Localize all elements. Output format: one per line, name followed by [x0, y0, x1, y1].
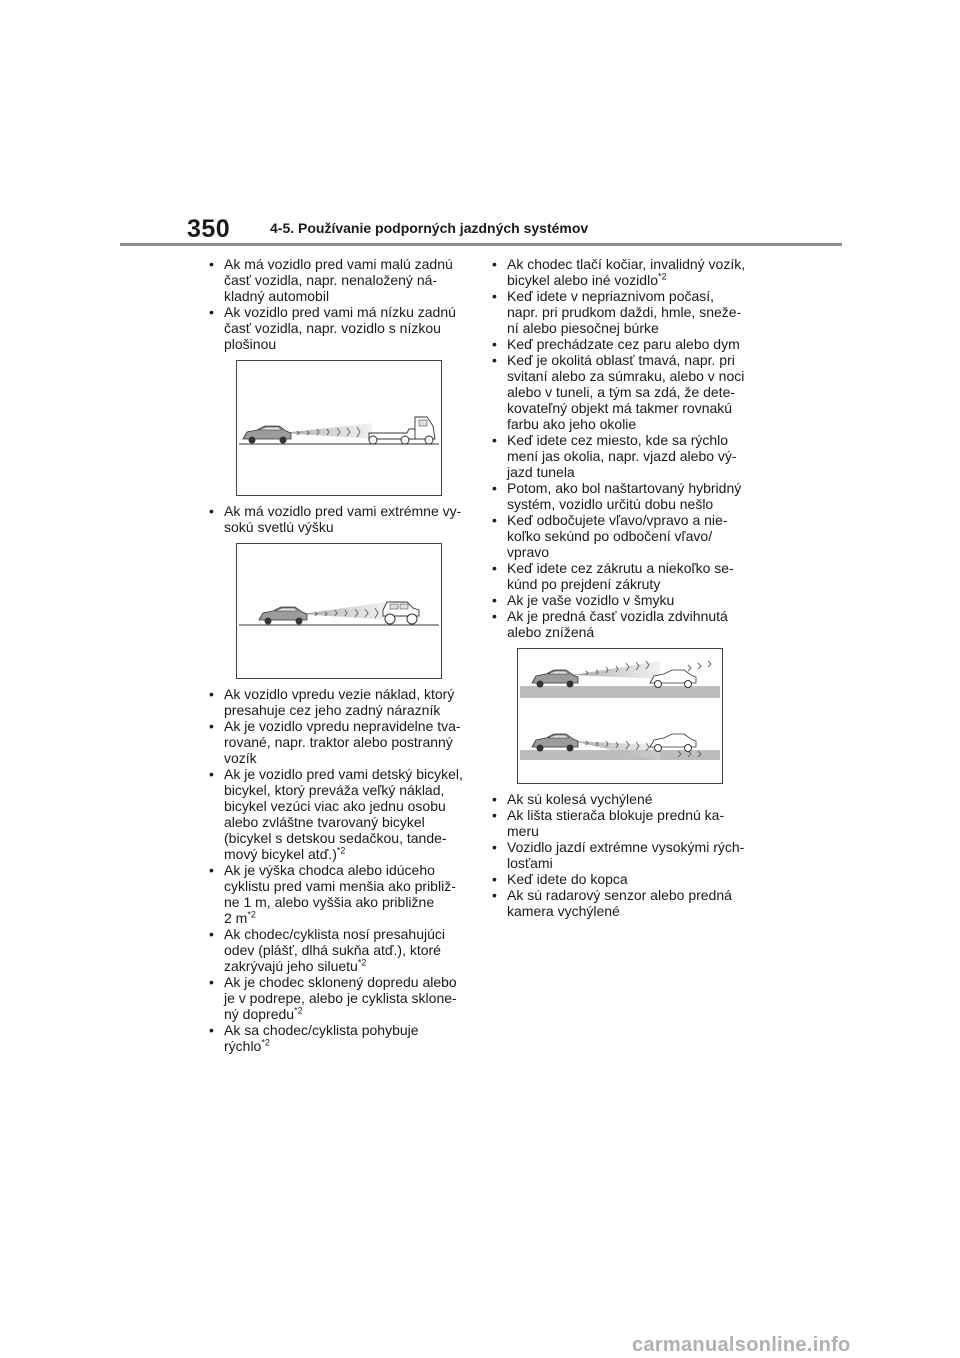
list-item [207, 304, 475, 352]
list-item [207, 1022, 475, 1054]
footnote-ref: *2 [294, 1005, 303, 1016]
list-item [490, 887, 758, 919]
bullet-list [490, 791, 758, 919]
list-item [490, 480, 758, 512]
watermark-logo: carmanualsonline.info [632, 1334, 851, 1356]
list-item [207, 926, 475, 974]
list-item-text: Keď idete do kopca [507, 871, 628, 887]
list-item-text: Keď odbočujete vľavo/vpravo a nie- koľko sekúnd po odbočení vľavo/ vpravo [507, 512, 728, 560]
list-item-text: Keď idete cez miesto, kde sa rýchlo mení jas okolia, napr. vjazd alebo vý- jazd tunela [507, 432, 737, 480]
vehicle-pitch-illustration [517, 648, 723, 784]
left-column [207, 256, 475, 1054]
list-item-text: Ak sú kolesá vychýlené [507, 791, 653, 807]
footnote-ref: *2 [657, 271, 667, 282]
list-item-text: Ak je vozidlo pred vami detský bicykel, bicykel, ktorý preváža veľký náklad, bicykel vezúci viac ako jednu osobu alebo zvláštne tvarovaný bicykel (bicykel s detskou sedačkou, tande- mový bicykel atď.) [224, 766, 463, 862]
list-item [207, 503, 475, 535]
bullet-list [207, 503, 475, 535]
bullet-list [207, 686, 475, 1054]
list-item [207, 686, 475, 718]
list-item [490, 352, 758, 432]
list-item-text: Vozidlo jazdí extrémne vysokými rých- losťami [507, 839, 745, 871]
list-item [490, 256, 758, 288]
list-item-text: Ak vozidlo vpredu vezie náklad, ktorý presahuje cez jeho zadný nárazník [224, 686, 455, 718]
list-item-text: Keď je okolitá oblasť tmavá, napr. pri svitaní alebo za súmraku, alebo v noci alebo v tuneli, a tým sa zdá, že dete- kovateľný objekt má takmer rovnakú farbu ako jeho okolie [507, 352, 745, 432]
high-clearance-vehicle-illustration [236, 543, 442, 679]
list-item [490, 288, 758, 336]
list-item [490, 336, 758, 352]
list-item-text: Ak chodec tlačí kočiar, invalidný vozík, bicykel alebo iné vozidlo [507, 256, 746, 288]
list-item-text: Ak má vozidlo pred vami malú zadnú časť vozidla, napr. nenaložený ná- kladný automobil [224, 256, 453, 304]
list-item-text: Ak lišta stierača blokuje prednú ka- meru [507, 807, 725, 839]
list-item [490, 807, 758, 839]
list-item-text: Keď idete v nepriaznivom počasí, napr. pri prudkom daždi, hmle, sneže- ní alebo piesočnej búrke [507, 288, 742, 336]
list-item [490, 560, 758, 592]
list-item-text: Ak je vozidlo vpredu nepravidelne tva- rované, napr. traktor alebo postranný vozík [224, 718, 461, 766]
page-number: 350 [187, 215, 231, 243]
list-item-text: Ak sa chodec/cyklista pohybuje rýchlo [224, 1022, 419, 1054]
list-item-text: Ak chodec/cyklista nosí presahujúci odev (plášť, dlhá sukňa atď.), ktoré zakrývajú jeho siluetu [224, 926, 445, 974]
list-item [490, 512, 758, 560]
footnote-ref: *2 [357, 957, 367, 968]
list-item-text: Keď prechádzate cez paru alebo dym [507, 336, 740, 352]
list-item [207, 766, 475, 862]
section-title: 4-5. Používanie podporných jazdných systémov [270, 220, 589, 236]
footnote-ref: *2 [336, 845, 346, 856]
list-item-text: Ak vozidlo pred vami má nízku zadnú časť vozidla, napr. vozidlo s nízkou plošinou [224, 304, 456, 352]
list-item-text: Keď idete cez zákrutu a niekoľko se- kúnd po prejdení zákruty [507, 560, 734, 592]
list-item [490, 592, 758, 608]
bullet-list [207, 256, 475, 352]
list-item [490, 432, 758, 480]
list-item [490, 871, 758, 887]
low-rear-vehicle-illustration [236, 360, 442, 496]
list-item [207, 718, 475, 766]
list-item-text: Ak má vozidlo pred vami extrémne vy- sokú svetlú výšku [224, 503, 462, 535]
list-item [490, 608, 758, 640]
footnote-ref: *2 [247, 909, 256, 920]
list-item [207, 256, 475, 304]
list-item [207, 862, 475, 926]
right-column [490, 256, 758, 919]
list-item-text: Ak je predná časť vozidla zdvihnutá alebo znížená [507, 608, 728, 640]
list-item-text: Ak sú radarový senzor alebo predná kamera vychýlené [507, 887, 732, 919]
list-item-text: Ak je výška chodca alebo idúceho cyklistu pred vami menšia ako približ- ne 1 m, alebo vyššia ako približne 2 m [224, 862, 456, 926]
list-item [490, 791, 758, 807]
list-item-text: Potom, ako bol naštartovaný hybridný systém, vozidlo určitú dobu nešlo [507, 480, 742, 512]
header-divider [120, 243, 842, 246]
bullet-list [490, 256, 758, 640]
list-item-text: Ak je vaše vozidlo v šmyku [507, 592, 675, 608]
list-item [490, 839, 758, 871]
footnote-ref: *2 [261, 1037, 270, 1048]
list-item [207, 974, 475, 1022]
list-item-text: Ak je chodec sklonený dopredu alebo je v podrepe, alebo je cyklista sklone- ný dopredu [224, 974, 457, 1022]
